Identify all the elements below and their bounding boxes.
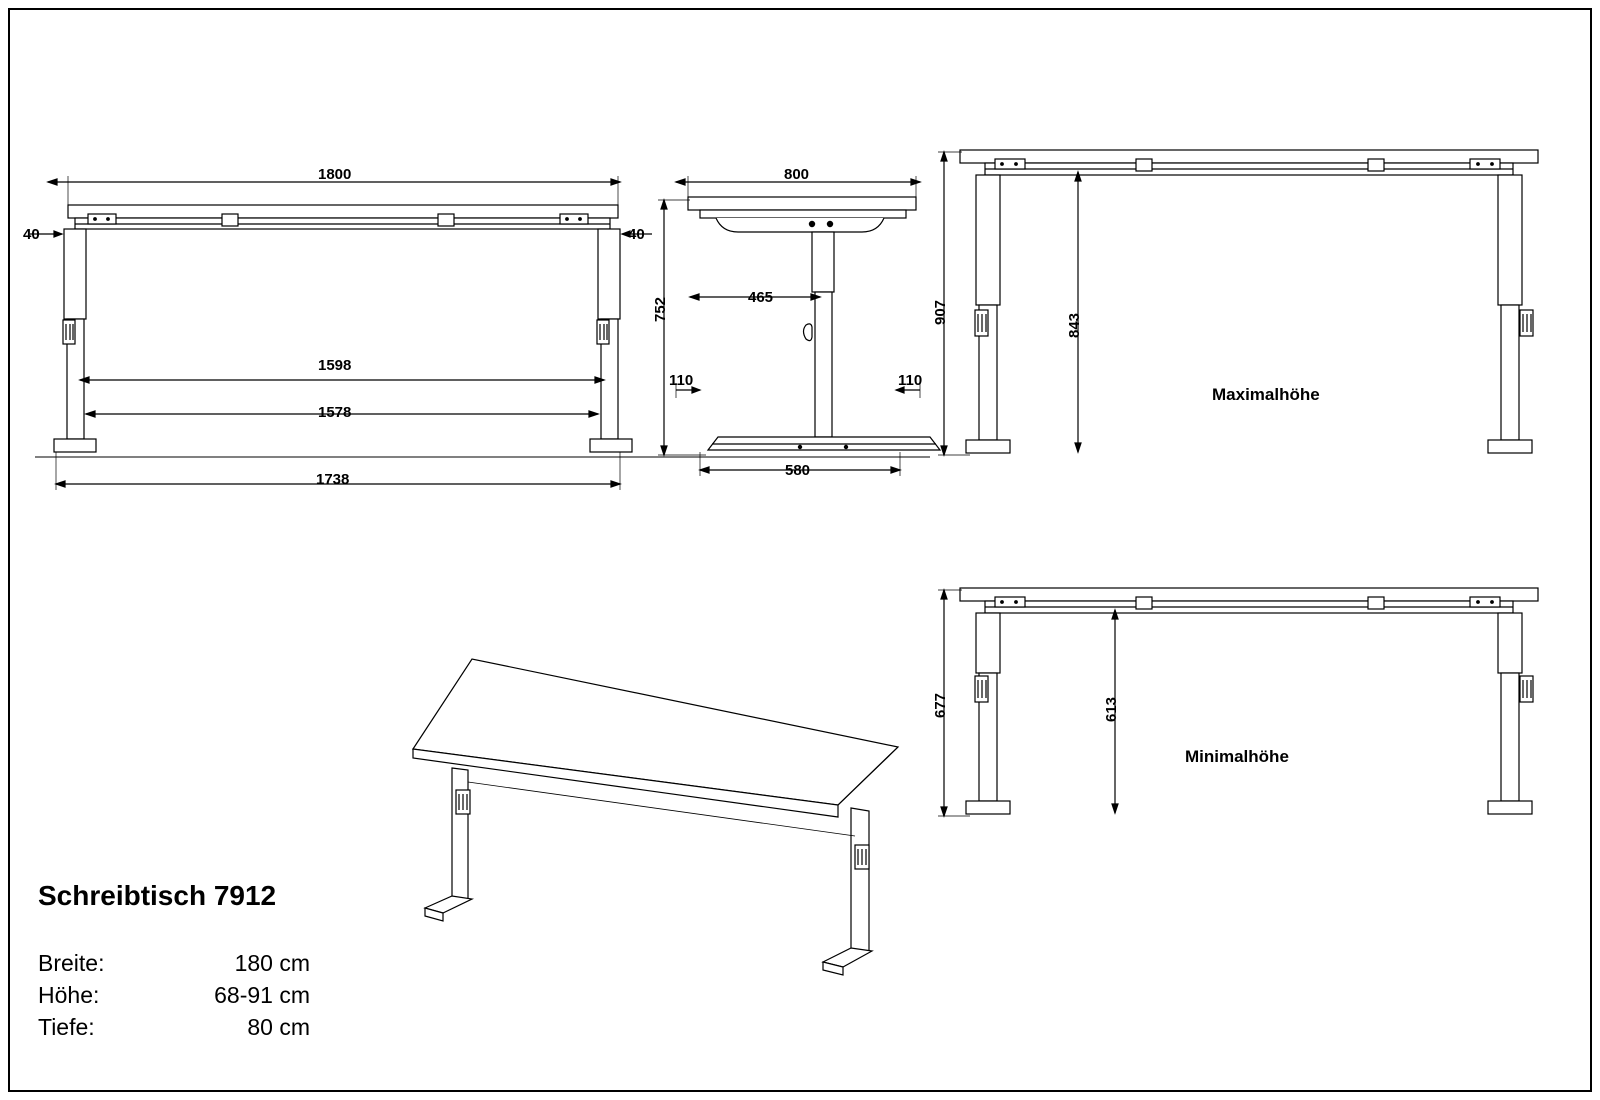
spec-label-tiefe: Tiefe:: [38, 1014, 95, 1040]
spec-label-breite: Breite:: [38, 950, 105, 976]
dim-side-top-inner: 465: [748, 289, 774, 306]
dim-front-right-overhang: 40: [628, 226, 645, 243]
dim-min-clear-height: 613: [1103, 696, 1120, 722]
dim-front-frame-inner: 1578: [318, 404, 352, 421]
spec-label-hoehe: Höhe:: [38, 982, 100, 1008]
dim-side-foot-depth: 580: [785, 462, 811, 479]
dim-front-left-overhang: 40: [23, 226, 40, 243]
dim-side-foot-left: 110: [669, 372, 694, 389]
dim-side-top-depth: 800: [784, 166, 810, 183]
caption-maximalhoehe: Maximalhöhe: [1212, 385, 1320, 404]
dim-front-foot-span: 1738: [316, 471, 350, 488]
spec-value-tiefe: 80 cm: [247, 1014, 310, 1040]
dim-front-frame-outer: 1598: [318, 357, 352, 374]
dim-max-clear-height: 843: [1066, 312, 1083, 338]
dim-min-total-height: 677: [932, 692, 949, 718]
product-title: Schreibtisch 7912: [38, 880, 277, 911]
dim-side-foot-right: 110: [898, 372, 923, 389]
dim-front-top-width: 1800: [318, 166, 352, 183]
spec-value-breite: 180 cm: [234, 950, 310, 976]
spec-value-hoehe: 68-91 cm: [214, 982, 310, 1008]
dim-side-height: 752: [652, 296, 669, 322]
dim-max-total-height: 907: [932, 299, 949, 325]
caption-minimalhoehe: Minimalhöhe: [1185, 747, 1289, 766]
